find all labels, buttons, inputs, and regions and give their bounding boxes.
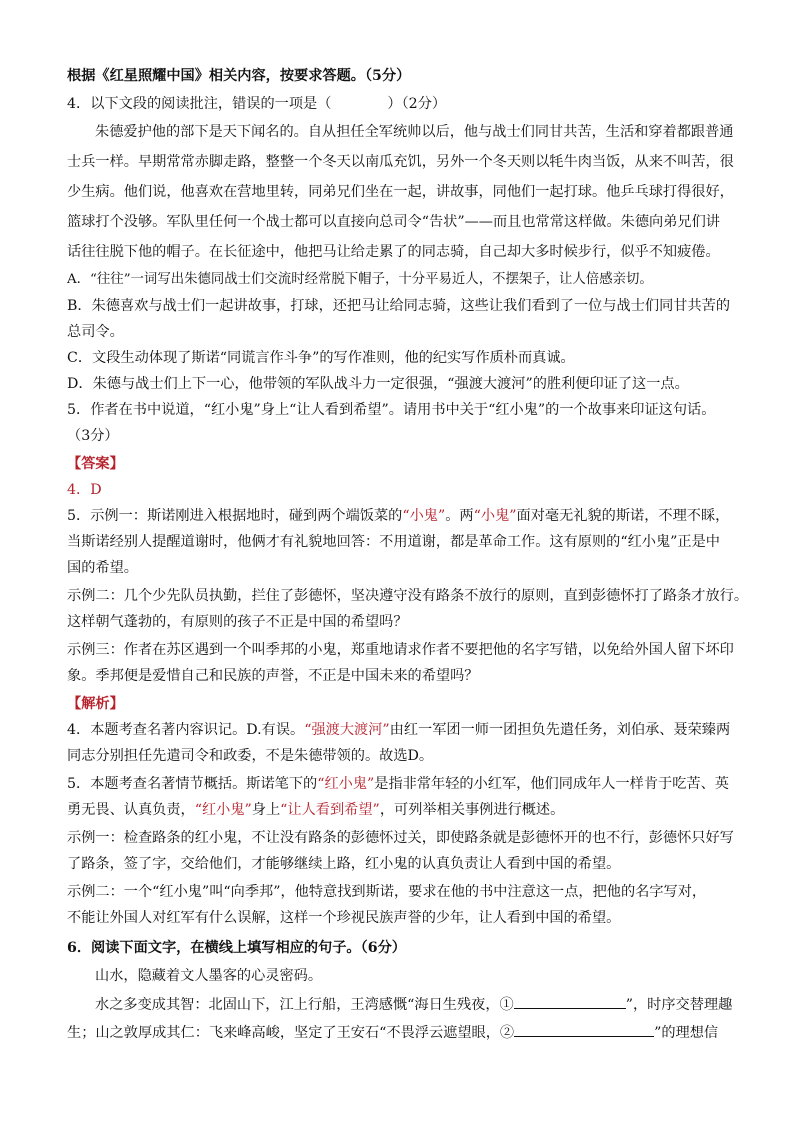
q6-text: ”，时序交替理趣 <box>625 997 733 1013</box>
q6-text-line <box>95 994 765 1015</box>
answer-example-1-line <box>67 506 737 526</box>
analysis-text: 身上 <box>251 802 281 818</box>
question-4-stem <box>67 94 737 114</box>
quoted-term: “小鬼” <box>473 508 517 524</box>
quoted-term: “红小鬼” <box>194 802 252 818</box>
analysis-example-2-line: 不能让外国人对红军有什么误解，这样一个珍视民族声誉的少年，让人看到中国的希望。 <box>67 910 621 926</box>
q4-passage-line: 少生病。他们说，他喜欢在营地里转，同弟兄们坐在一起，讲故事，同他们一起打球。他乒乓球打得很好， <box>67 184 734 200</box>
question-6-stem: 6．阅读下面文字，在横线上填写相应的句子。（6分） <box>67 940 406 956</box>
analysis-text: 4．本题考查名著内容识记。D.有误。 <box>67 722 305 738</box>
answer-example-2-line: 示例二：几个少先队员执勤，拦住了彭德怀，坚决遵守没有路条不放行的原则，直到彭德怀打了路条才放行。 <box>67 588 749 604</box>
analysis-text: ，可列举相关事例进行概述。 <box>379 802 565 818</box>
answer-text: 5．示例一：斯诺刚进入根据地时，碰到两个端饭菜的 <box>67 508 403 524</box>
q4-passage-line: 士兵一样。早期常常赤脚走路，整整一个冬天以南瓜充饥，另外一个冬天则以牦牛肉当饭，从来不叫苦，很 <box>67 154 734 170</box>
quoted-term: “让人看到希望” <box>280 802 380 818</box>
option-b: B．朱德喜欢与战士们一起讲故事，打球，还把马让给同志骑，这些让我们看到了一位与战士们同甘共苦的 <box>67 298 731 314</box>
answer-example-2-line: 这样朝气蓬勃的，有原则的孩子不正是中国的希望吗？ <box>67 614 408 630</box>
analysis-example-1-line: 示例一：检查路条的红小鬼，不让没有路条的彭德怀过关，即使路条就是彭德怀开的也不行，彭德怀只好写 <box>67 830 734 846</box>
q6-text-line <box>67 1022 737 1043</box>
section-heading: 根据《红星照耀中国》相关内容，按要求答题。（5分） <box>67 68 411 84</box>
analysis-q4-line: 同志分别担任先遣司令和政委，不是朱德带领的。故选D。 <box>67 748 434 764</box>
analysis-text: 由红一军团一师一团担负先遣任务，刘伯承、聂荣臻两 <box>389 722 731 738</box>
q6-text: ”的理想信 <box>654 1025 719 1041</box>
answer-example-3-line: 象。季邦便是爱惜自己和民族的声誉，不正是中国未来的希望吗？ <box>67 668 479 684</box>
q4-stem-points: ）（2分） <box>387 96 447 112</box>
q6-text-line: 山水，隐藏着文人墨客的心灵密码。 <box>95 968 323 984</box>
analysis-example-2-line: 示例二：一个“红小鬼”叫“向季邦”，他特意找到斯诺，要求在他的书中注意这一点，把他的名字写对， <box>67 884 707 900</box>
quoted-term: “小鬼” <box>402 508 446 524</box>
q4-passage-line: 话往往脱下他的帽子。在长征途中，他把马让给走累了的同志骑，自己却大多时候步行，似乎不知疲倦。 <box>67 244 720 260</box>
analysis-text: 是指非常年轻的小红军，他们同成年人一样肯于吃苦、英 <box>374 776 729 792</box>
analysis-text: 勇无畏、认真负责， <box>67 802 195 818</box>
question-5-stem: 5．作者在书中说道，“红小鬼”身上“让人看到希望”。请用书中关于“红小鬼”的一个故事来印证这句话。 <box>67 402 716 418</box>
question-5-points: （3分） <box>67 428 119 444</box>
answer-header: 【答案】 <box>67 456 124 472</box>
q6-text: 水之多变成其智：北固山下，江上行船，王湾感慨“海日生残夜，① <box>95 997 514 1013</box>
answer-text: 面对毫无礼貌的斯诺，不理不睬， <box>516 508 730 524</box>
analysis-q4-line <box>67 720 737 740</box>
q4-stem-part: 4．以下文段的阅读批注，错误的一项是（ <box>67 96 332 112</box>
q6-text: 生；山之敦厚成其仁：飞来峰高峻，坚定了王安石“不畏浮云遮望眼，② <box>67 1025 515 1041</box>
option-c: C．文段生动体现了斯诺“同谎言作斗争”的写作准则，他的纪实写作质朴而真诚。 <box>67 350 575 366</box>
analysis-q5-line <box>67 774 737 794</box>
answer-q4: 4．D <box>67 482 102 498</box>
fill-blank-1[interactable] <box>514 994 626 1009</box>
analysis-example-1-line: 了路条，签了字，交给他们，才能够继续上路，红小鬼的认真负责让人看到中国的希望。 <box>67 856 621 872</box>
answer-example-1-line: 当斯诺经别人提醒道谢时，他俩才有礼貌地回答：不用道谢，都是革命工作。这有原则的“红小鬼”正是中 <box>67 534 720 550</box>
analysis-text: 5．本题考查名著情节概括。斯诺笔下的 <box>67 776 318 792</box>
analysis-header: 【解析】 <box>67 696 124 712</box>
analysis-q5-line <box>67 800 737 820</box>
quoted-term: “红小鬼” <box>317 776 375 792</box>
option-a: A．“往往”一词写出朱德同战士们交流时经常脱下帽子，十分平易近人，不摆架子，让人倍感亲切。 <box>67 272 653 287</box>
answer-text: 。两 <box>445 508 474 524</box>
answer-example-3-line: 示例三：作者在苏区遇到一个叫季邦的小鬼，郑重地请求作者不要把他的名字写错，以免给外国人留下坏印 <box>67 642 734 658</box>
option-b: 总司令。 <box>67 324 124 340</box>
answer-example-1-line: 国的希望。 <box>67 560 138 576</box>
option-d: D．朱德与战士们上下一心，他带领的军队战斗力一定很强，“强渡大渡河”的胜利便印证了这一点。 <box>67 376 689 392</box>
fill-blank-2[interactable] <box>514 1022 654 1037</box>
q4-passage-line: 朱德爱护他的部下是天下闻名的。自从担任全军统帅以后，他与战士们同甘共苦，生活和穿着都跟普通 <box>95 124 734 140</box>
q4-passage-line: 篮球打个没够。军队里任何一个战士都可以直接向总司令“告状”——而且也常常这样做。朱德向弟兄们讲 <box>67 214 720 230</box>
quoted-term: “强渡大渡河” <box>304 722 390 738</box>
